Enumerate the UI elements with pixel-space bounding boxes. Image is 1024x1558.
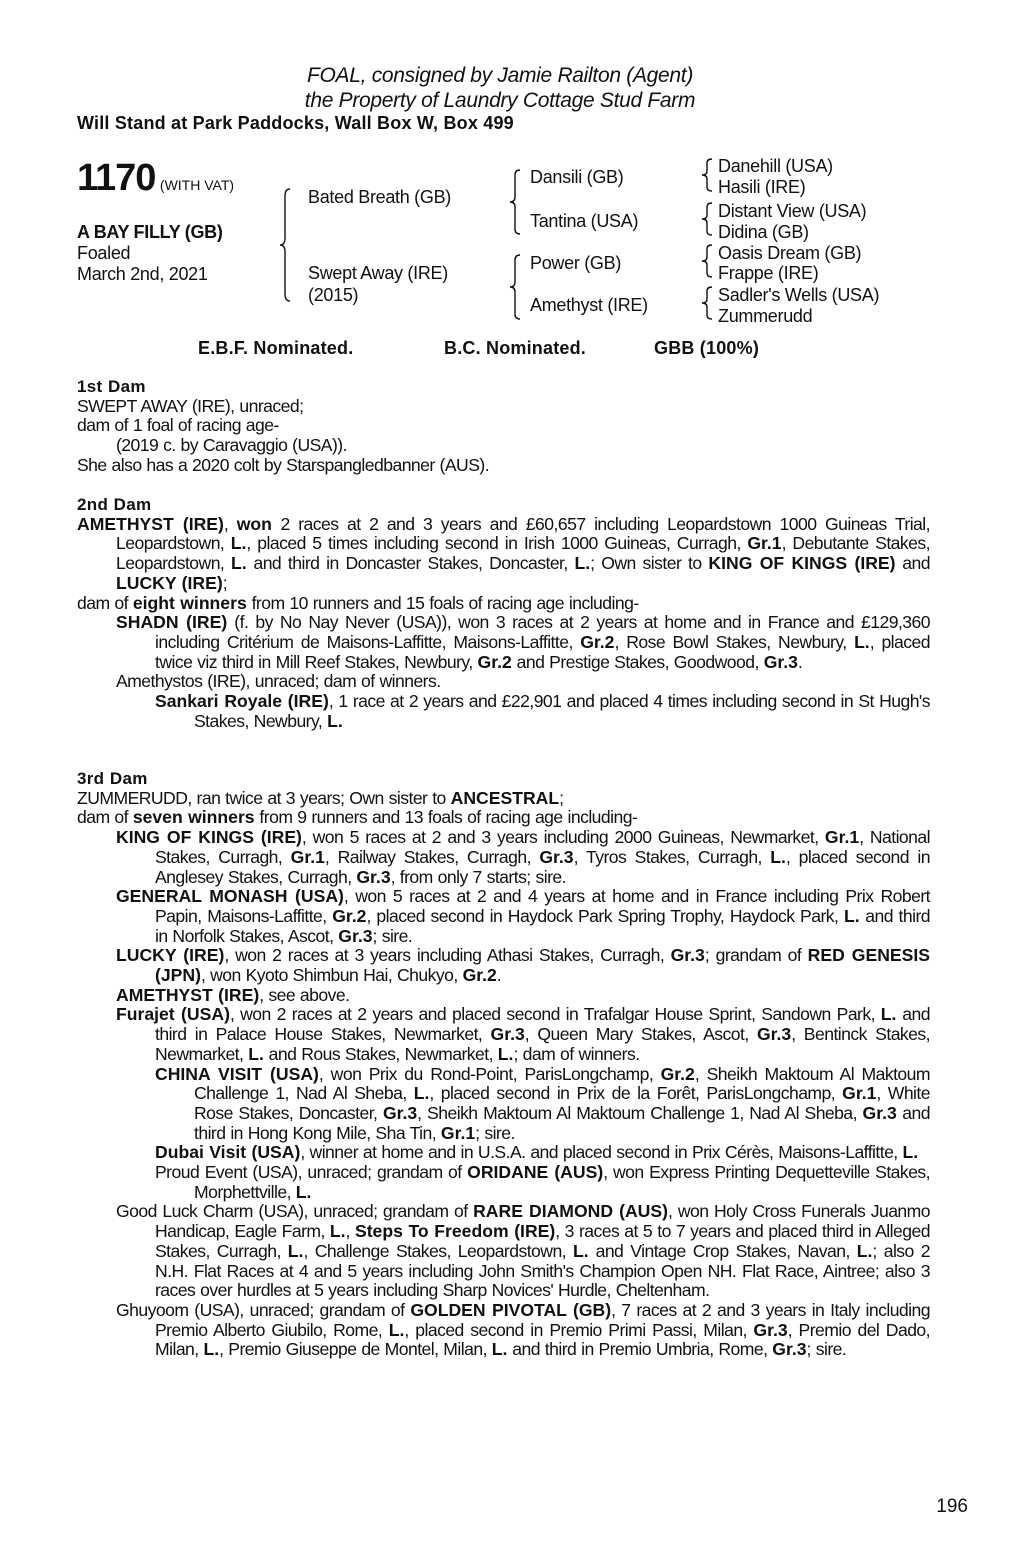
- record-paragraph: [77, 946, 930, 985]
- bold-text: L.: [880, 1004, 897, 1025]
- bold-text: Gr.2: [462, 965, 497, 986]
- bold-text: L.: [497, 1043, 514, 1064]
- record-paragraph: [77, 808, 930, 828]
- text: (2019 c. by Caravaggio (USA)).: [116, 435, 347, 456]
- text: , National Stakes, Curragh,: [155, 827, 930, 867]
- text: , Sheikh Maktoum Al Maktoum Challenge 1, Nad Al Sheba,: [417, 1102, 863, 1123]
- bold-text: AMETHYST (IRE): [116, 984, 260, 1005]
- great-grandparent: Frappe (IRE): [718, 263, 819, 283]
- section-heading: 3rd Dam: [77, 769, 148, 788]
- record-paragraph: [77, 613, 930, 672]
- section-body: [77, 789, 930, 1360]
- bold-text: GOLDEN PIVOTAL (GB): [410, 1299, 612, 1320]
- record-paragraph: [77, 1143, 930, 1163]
- great-grandparent: Distant View (USA): [718, 201, 867, 221]
- sire-line-bracket: [510, 169, 524, 235]
- text: , 3 races at 5 to 7 years and placed third in Alleged Stakes, Curragh,: [155, 1221, 930, 1261]
- foaled-date: March 2nd, 2021: [77, 264, 208, 284]
- text: , placed 5 times including second in Irish 1000 Guineas, Curragh,: [246, 533, 748, 554]
- section-heading: 1st Dam: [77, 377, 146, 396]
- bold-text: seven winners: [132, 807, 255, 828]
- bold-text: Gr.2: [660, 1063, 695, 1084]
- text: ; dam of winners.: [513, 1043, 640, 1064]
- bracket-4: [702, 286, 716, 320]
- text: , Bentinck Stakes, Newmarket,: [155, 1024, 930, 1064]
- bold-text: L.: [287, 1240, 304, 1261]
- bold-text: Steps To Freedom (IRE): [354, 1221, 556, 1242]
- bold-text: L.: [230, 533, 247, 554]
- bold-text: Gr.3: [772, 1339, 807, 1360]
- bold-text: SHADN (IRE): [116, 612, 228, 633]
- bold-text: Gr.1: [824, 827, 860, 848]
- record-paragraph: [77, 416, 930, 436]
- bold-text: L.: [329, 1221, 346, 1242]
- text: from 10 runners and 15 foals of racing age including-: [246, 592, 639, 613]
- text: , Rose Bowl Stakes, Newbury,: [614, 631, 855, 652]
- grandsire-maternal: Power (GB): [530, 253, 622, 273]
- ebf-nomination: E.B.F. Nominated.: [198, 338, 354, 358]
- text: , Debutante Stakes, Leopardstown,: [116, 533, 930, 574]
- first-dam-section: [77, 377, 930, 476]
- text: and third in Norfolk Stakes, Ascot,: [155, 905, 931, 946]
- text: and Rous Stakes, Newmarket,: [263, 1043, 498, 1064]
- bold-text: RED GENESIS (JPN): [155, 945, 930, 986]
- bold-text: KING OF KINGS (IRE): [708, 553, 896, 574]
- stand-location: Will Stand at Park Paddocks, Wall Box W, Box 499: [77, 113, 514, 133]
- text: She also has a 2020 colt by Starspangledbanner (AUS).: [77, 454, 490, 475]
- text: , winner at home and in U.S.A. and placed second in Prix Cérès, Maisons-Laffitte,: [300, 1142, 903, 1163]
- lot-number: 1170: [77, 157, 156, 199]
- bracket-1: [702, 158, 716, 192]
- granddam-maternal: Amethyst (IRE): [530, 295, 648, 315]
- text: ; sire.: [806, 1339, 847, 1360]
- bold-text: Gr.2: [332, 905, 367, 926]
- text: , won 5 races at 2 and 4 years at home and in France including Prix Robert Papin, Maisons-Laffitte,: [155, 886, 930, 926]
- bold-text: Gr.2: [580, 631, 615, 652]
- text: Ghuyoom (USA), unraced; grandam of: [116, 1299, 411, 1320]
- text: ;: [559, 787, 564, 808]
- bold-text: Gr.1: [440, 1122, 476, 1143]
- text: and third in Premio Umbria, Rome,: [507, 1339, 773, 1360]
- section-body: [77, 397, 930, 476]
- great-grandparent: Oasis Dream (GB): [718, 243, 862, 263]
- bold-text: Gr.3: [338, 925, 373, 946]
- section-body: [77, 515, 930, 732]
- text: , won Prix du Rond-Point, ParisLongchamp,: [318, 1063, 661, 1084]
- record-paragraph: [77, 1301, 930, 1360]
- bold-text: L.: [388, 1319, 405, 1340]
- great-grandparent: Sadler's Wells (USA): [718, 285, 880, 305]
- bold-text: Gr.3: [756, 1024, 792, 1045]
- record-paragraph: [77, 436, 930, 456]
- bold-text: Gr.2: [477, 651, 512, 672]
- text: , Queen Mary Stakes, Ascot,: [524, 1024, 757, 1045]
- text: , White Rose Stakes, Doncaster,: [194, 1083, 930, 1123]
- text: , Premio del Dado, Milan,: [155, 1319, 930, 1360]
- text: from 9 runners and 13 foals of racing age including-: [254, 807, 638, 828]
- second-dam-section: [77, 495, 930, 731]
- text: , Challenge Stakes, Leopardstown,: [303, 1240, 573, 1261]
- text: , from only 7 starts; sire.: [390, 866, 566, 887]
- text: ,: [223, 513, 237, 534]
- dam-line-bracket: [510, 254, 524, 320]
- bold-text: GENERAL MONASH (USA): [116, 886, 344, 907]
- text: , won Kyoto Shimbun Hai, Chukyo,: [200, 965, 463, 986]
- text: , placed second in Prix de la Forêt, ParisLongchamp,: [429, 1083, 843, 1104]
- text: Amethystos (IRE), unraced; dam of winners.: [116, 671, 441, 692]
- text: , placed second in Anglesey Stakes, Curragh,: [155, 846, 930, 887]
- bold-text: LUCKY (IRE): [116, 945, 225, 966]
- bold-text: Gr.3: [539, 846, 574, 867]
- foaled-label: Foaled: [77, 243, 131, 263]
- text: 2 races at 2 and 3 years and £60,657 including Leopardstown 1000 Guineas Trial, Leopardstown,: [116, 513, 930, 554]
- bold-text: Dubai Visit (USA): [155, 1142, 301, 1163]
- text: , won 2 races at 3 years including Athasi Stakes, Curragh,: [224, 945, 671, 966]
- bold-text: L.: [854, 631, 870, 652]
- record-paragraph: [77, 1065, 930, 1144]
- record-paragraph: [77, 828, 930, 887]
- text: , placed twice viz third in Mill Reef Stakes, Newbury,: [155, 631, 930, 672]
- bold-text: RARE DIAMOND (AUS): [473, 1201, 668, 1222]
- bold-text: Gr.3: [862, 1102, 897, 1123]
- bold-text: Gr.1: [842, 1083, 877, 1104]
- bold-text: ANCESTRAL: [450, 787, 560, 808]
- bold-text: L.: [843, 905, 860, 926]
- property-line: the Property of Laundry Cottage Stud Farm: [304, 89, 696, 112]
- bold-text: Furajet (USA): [116, 1004, 230, 1025]
- bracket-2: [702, 202, 716, 236]
- text: , Sheikh Maktoum Al Maktoum Challenge 1, Nad Al Sheba,: [194, 1063, 931, 1104]
- text: and third in Doncaster Stakes, Doncaster,: [246, 553, 575, 574]
- bold-text: Sankari Royale (IRE): [155, 691, 329, 712]
- text: , 7 races at 2 and 3 years in Italy including Premio Alberto Giubilo, Rome,: [155, 1299, 930, 1340]
- bold-text: L.: [413, 1083, 430, 1104]
- section-heading: 2nd Dam: [77, 495, 152, 514]
- text: , placed second in Haydock Park Spring Trophy, Haydock Park,: [366, 905, 844, 926]
- record-paragraph: [77, 789, 930, 809]
- text: , won Express Printing Dequetteville Stakes, Morphettville,: [194, 1162, 930, 1202]
- text: and Prestige Stakes, Goodwood,: [511, 651, 764, 672]
- dam: Swept Away (IRE): [308, 263, 448, 283]
- lot-description: A BAY FILLY (GB): [77, 222, 223, 242]
- text: ;: [222, 572, 228, 593]
- dam-year: (2015): [308, 285, 359, 305]
- bold-text: LUCKY (IRE): [116, 572, 223, 593]
- bracket-3: [702, 244, 716, 278]
- text: , see above.: [259, 984, 350, 1005]
- text: and Vintage Crop Stakes, Navan,: [588, 1240, 857, 1261]
- record-paragraph: [77, 1163, 930, 1202]
- text: dam of: [77, 807, 133, 828]
- text: ; sire.: [372, 925, 413, 946]
- granddam-paternal: Tantina (USA): [530, 211, 639, 231]
- bold-text: AMETHYST (IRE): [77, 513, 224, 534]
- bold-text: Gr.3: [490, 1024, 525, 1045]
- record-paragraph: [77, 672, 930, 692]
- bold-text: L.: [572, 1240, 589, 1261]
- text: Good Luck Charm (USA), unraced; grandam of: [116, 1201, 474, 1222]
- lot-heading: [77, 157, 234, 200]
- bold-text: L.: [574, 553, 591, 574]
- bold-text: L.: [231, 553, 247, 574]
- bold-text: eight winners: [132, 592, 247, 613]
- bold-text: L.: [295, 1181, 312, 1202]
- bold-text: ORIDANE (AUS): [467, 1162, 604, 1183]
- text: dam of: [77, 592, 133, 613]
- text: ; sire.: [475, 1122, 515, 1143]
- bold-text: L.: [203, 1339, 220, 1360]
- text: .: [496, 965, 502, 986]
- record-paragraph: [77, 1005, 930, 1064]
- text: .: [797, 651, 803, 672]
- bold-text: L.: [327, 710, 343, 731]
- text: , won 5 races at 2 and 3 years including 2000 Guineas, Newmarket,: [301, 827, 825, 848]
- bold-text: won: [236, 513, 272, 534]
- bold-text: Gr.3: [670, 945, 705, 966]
- text: ZUMMERUDD, ran twice at 3 years; Own sister to: [77, 787, 451, 808]
- sire: Bated Breath (GB): [308, 187, 451, 207]
- bold-text: Gr.3: [753, 1319, 788, 1340]
- record-paragraph: [77, 986, 930, 1006]
- text: , Tyros Stakes, Curragh,: [573, 846, 771, 867]
- third-dam-section: [77, 769, 930, 1360]
- great-grandparent: Hasili (IRE): [718, 177, 806, 197]
- record-paragraph: [77, 692, 930, 731]
- text: , Railway Stakes, Curragh,: [324, 846, 540, 867]
- text: , Premio Giuseppe de Montel, Milan,: [219, 1339, 492, 1360]
- consignor-line: FOAL, consigned by Jamie Railton (Agent): [306, 64, 694, 87]
- text: and: [895, 553, 931, 574]
- record-paragraph: [77, 456, 930, 476]
- text: , placed second in Premio Primi Passi, Milan,: [404, 1319, 754, 1340]
- bold-text: KING OF KINGS (IRE): [116, 827, 302, 848]
- bold-text: L.: [491, 1339, 508, 1360]
- sire-dam-bracket: [280, 188, 294, 302]
- text: (f. by No Nay Never (USA)), won 3 races at 2 years at home and in France and £129,360 including Critérium de Maisons-Laffitte, Maisons-Laffitte,: [155, 612, 930, 652]
- great-grandparent: Didina (GB): [718, 222, 809, 242]
- text: Proud Event (USA), unraced; grandam of: [155, 1162, 468, 1183]
- bold-text: L.: [902, 1142, 919, 1163]
- bold-text: L.: [248, 1043, 264, 1064]
- bold-text: Gr.3: [356, 866, 391, 887]
- record-paragraph: [77, 887, 930, 946]
- great-grandparent: Danehill (USA): [718, 156, 833, 176]
- text: dam of 1 foal of racing age-: [77, 415, 279, 436]
- page-number: 196: [936, 1496, 968, 1517]
- bold-text: Gr.1: [747, 533, 782, 554]
- text: and third in Palace House Stakes, Newmarket,: [155, 1004, 930, 1045]
- bold-text: Gr.3: [763, 651, 798, 672]
- text: , 1 race at 2 years and £22,901 and placed 4 times including second in St Hugh's Stakes, Newbury,: [194, 691, 930, 731]
- text: and third in Hong Kong Mile, Sha Tin,: [194, 1102, 930, 1143]
- record-paragraph: [77, 1202, 930, 1301]
- text: ; grandam of: [704, 945, 808, 966]
- bold-text: L.: [856, 1240, 873, 1261]
- bold-text: Gr.1: [290, 846, 325, 867]
- grandsire-paternal: Dansili (GB): [530, 167, 624, 187]
- record-paragraph: [77, 515, 930, 594]
- record-paragraph: [77, 397, 930, 417]
- text: SWEPT AWAY (IRE), unraced;: [77, 395, 304, 416]
- text: ; also 2 N.H. Flat Races at 4 and 5 years including John Smith's Champion Open NH. Flat Race, Aintree; also 3 races over hurdles at 5 years including Sharp Novices' Hurdle, Cheltenham.: [155, 1240, 930, 1301]
- bold-text: L.: [770, 846, 786, 867]
- text: ,: [345, 1221, 355, 1242]
- great-grandparent: Zummerudd: [718, 306, 813, 326]
- record-paragraph: [77, 594, 930, 614]
- text: , won 2 races at 2 years and placed second in Trafalgar House Sprint, Sandown Park,: [229, 1004, 881, 1025]
- gbb-status: GBB (100%): [654, 338, 760, 358]
- text: , won Holy Cross Funerals Juanmo Handicap, Eagle Farm,: [155, 1201, 931, 1242]
- bold-text: CHINA VISIT (USA): [155, 1063, 319, 1084]
- vat-label: (WITH VAT): [159, 177, 235, 193]
- text: ; Own sister to: [590, 553, 709, 574]
- bold-text: Gr.3: [382, 1102, 418, 1123]
- bc-nomination: B.C. Nominated.: [444, 338, 587, 358]
